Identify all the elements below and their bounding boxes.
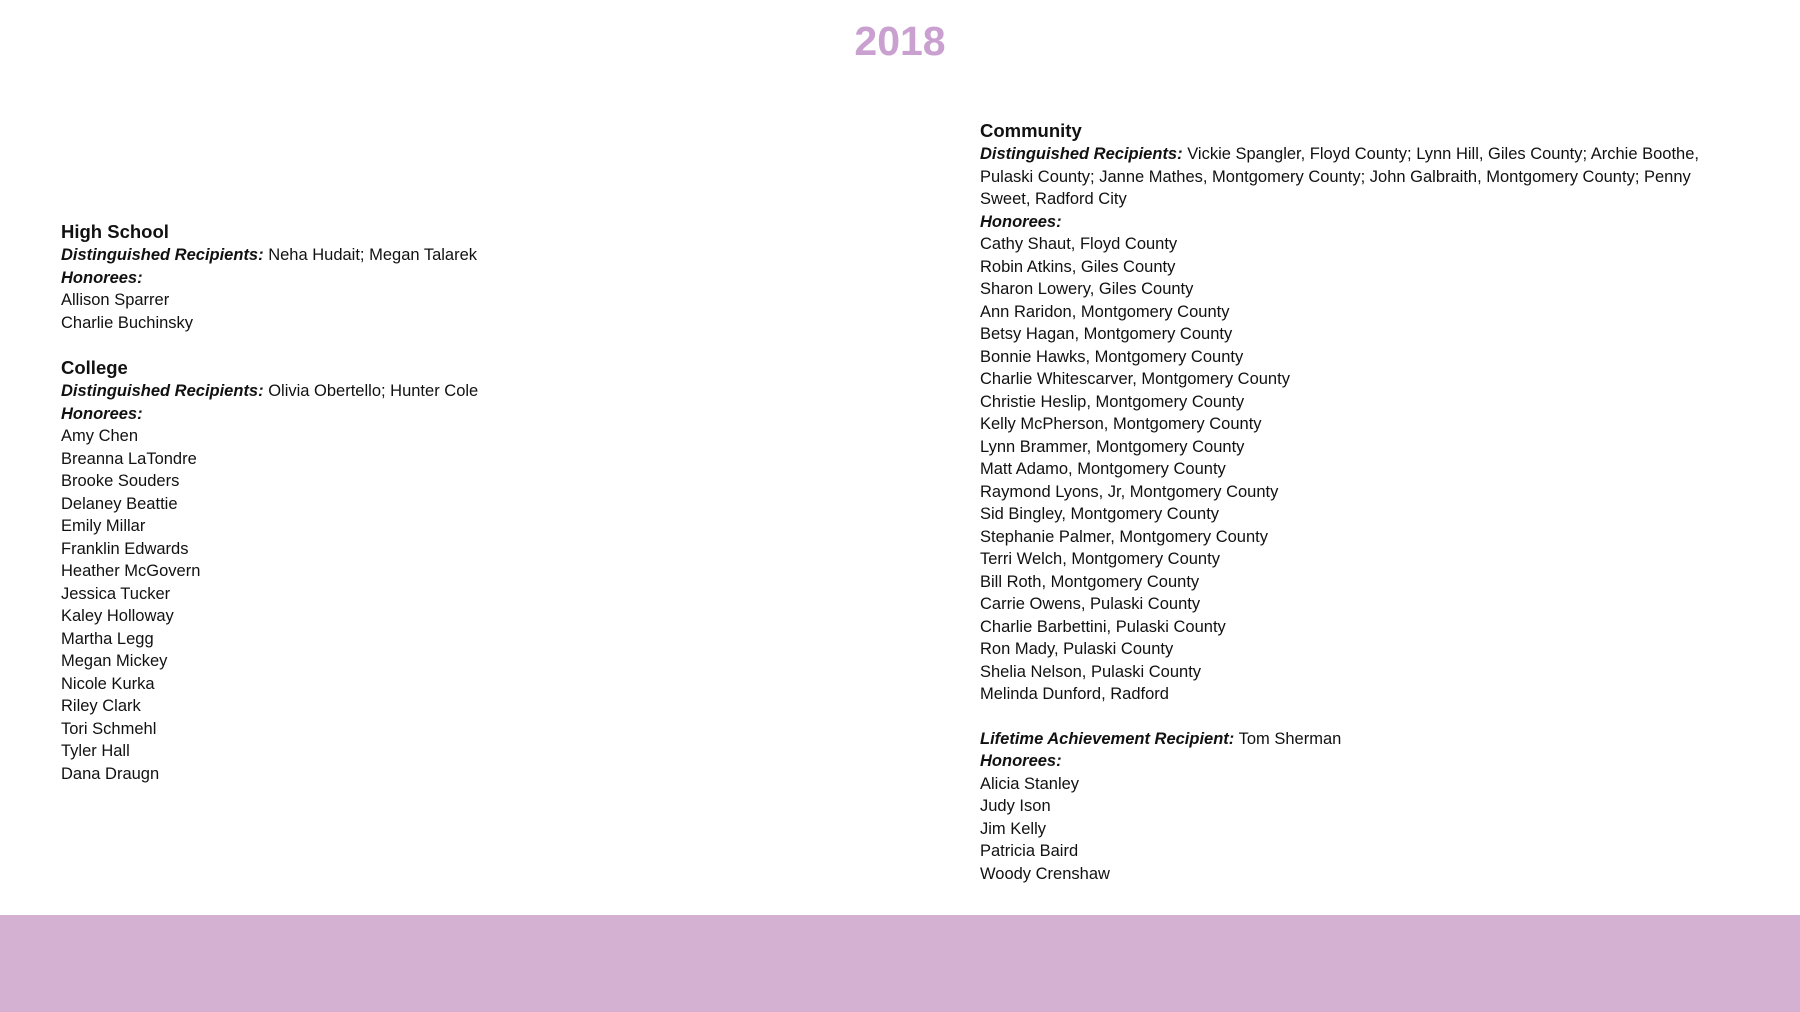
honoree-name: Nicole Kurka bbox=[61, 674, 155, 693]
honoree-name: Cathy Shaut, Floyd County bbox=[980, 235, 1178, 253]
distinguished-names: Vickie Spangler, Floyd County; Lynn Hill, Giles County; Archie Boothe, Pulaski County; Janne Mathes, Montgomery County; John Galbraith, Montgomery County; Penny Sweet, Radford City bbox=[980, 145, 1699, 208]
distinguished-label: Distinguished Recipients: bbox=[980, 145, 1183, 163]
honoree-name: Christie Heslip, Montgomery County bbox=[980, 392, 1245, 411]
honoree-name: Terri Welch, Montgomery County bbox=[980, 550, 1220, 568]
honoree-name: Kaley Holloway bbox=[61, 607, 174, 625]
right-column bbox=[980, 119, 1740, 907]
distinguished-label: Distinguished Recipients: bbox=[61, 382, 264, 400]
honoree-name: Sharon Lowery, Giles County bbox=[980, 280, 1194, 298]
left-column bbox=[61, 220, 861, 807]
honoree-name: Charlie Barbettini, Pulaski County bbox=[980, 617, 1226, 636]
honorees-label: Honorees: bbox=[61, 404, 143, 423]
honoree-name: Bill Roth, Montgomery County bbox=[980, 572, 1200, 591]
honoree-name: Dana Draugn bbox=[61, 764, 160, 783]
community-distinguished bbox=[980, 143, 1740, 211]
honoree-name: Franklin Edwards bbox=[61, 539, 189, 558]
honoree-name: Martha Legg bbox=[61, 629, 154, 648]
honoree-name: Carrie Owens, Pulaski County bbox=[980, 595, 1201, 613]
honoree-name: Judy Ison bbox=[980, 797, 1051, 815]
honoree-name: Jim Kelly bbox=[980, 819, 1047, 838]
honoree-name: Patricia Baird bbox=[980, 842, 1079, 860]
page-title: 2018 bbox=[854, 18, 946, 64]
honoree-name: Jessica Tucker bbox=[61, 584, 171, 603]
honoree-name: Emily Millar bbox=[61, 517, 146, 535]
distinguished-names: Neha Hudait; Megan Talarek bbox=[268, 246, 478, 264]
honoree-name: Melinda Dunford, Radford bbox=[980, 685, 1169, 703]
honoree-name: Breanna LaTondre bbox=[61, 449, 197, 468]
honoree-name: Raymond Lyons, Jr, Montgomery County bbox=[980, 482, 1279, 501]
honoree-name: Amy Chen bbox=[61, 427, 139, 445]
honoree-name: Alicia Stanley bbox=[980, 774, 1080, 793]
lifetime-achievement-section bbox=[980, 728, 1740, 886]
honorees-label: Honorees: bbox=[980, 752, 1062, 770]
honoree-name: Tori Schmehl bbox=[61, 719, 157, 738]
honoree-name: Woody Crenshaw bbox=[980, 864, 1110, 883]
community-heading: Community bbox=[980, 120, 1082, 141]
honoree-name: Delaney Beattie bbox=[61, 494, 178, 513]
honoree-name: Charlie Buchinsky bbox=[61, 313, 194, 332]
lifetime-recipient-name: Tom Sherman bbox=[1238, 729, 1342, 748]
honoree-name: Charlie Whitescarver, Montgomery County bbox=[980, 370, 1290, 388]
honoree-name: Robin Atkins, Giles County bbox=[980, 257, 1176, 276]
honoree-name: Stephanie Palmer, Montgomery County bbox=[980, 527, 1268, 546]
honoree-name: Ron Mady, Pulaski County bbox=[980, 640, 1174, 658]
honoree-name: Megan Mickey bbox=[61, 652, 168, 670]
high-school-heading: High School bbox=[61, 221, 169, 242]
honoree-name: Brooke Souders bbox=[61, 472, 180, 490]
honoree-name: Heather McGovern bbox=[61, 562, 201, 580]
lifetime-recipient bbox=[980, 728, 1740, 751]
lifetime-recipient-label: Lifetime Achievement Recipient: bbox=[980, 729, 1235, 748]
distinguished-label: Distinguished Recipients: bbox=[61, 246, 264, 264]
honoree-name: Allison Sparrer bbox=[61, 291, 170, 309]
honoree-name: Sid Bingley, Montgomery County bbox=[980, 505, 1220, 523]
honoree-name: Betsy Hagan, Montgomery County bbox=[980, 325, 1233, 343]
honoree-name: Bonnie Hawks, Montgomery County bbox=[980, 347, 1244, 366]
honoree-name: Kelly McPherson, Montgomery County bbox=[980, 415, 1262, 433]
honorees-label: Honorees: bbox=[980, 212, 1062, 231]
high-school-section bbox=[61, 220, 861, 334]
college-section bbox=[61, 356, 861, 785]
honoree-name: Tyler Hall bbox=[61, 742, 130, 760]
honoree-name: Matt Adamo, Montgomery County bbox=[980, 460, 1226, 478]
footer-band bbox=[0, 915, 1800, 1012]
honoree-name: Shelia Nelson, Pulaski County bbox=[980, 662, 1202, 681]
honoree-name: Lynn Brammer, Montgomery County bbox=[980, 437, 1245, 456]
high-school-distinguished bbox=[61, 244, 861, 267]
distinguished-names: Olivia Obertello; Hunter Cole bbox=[268, 382, 479, 400]
community-section bbox=[980, 119, 1740, 706]
honoree-name: Riley Clark bbox=[61, 697, 141, 715]
honorees-label: Honorees: bbox=[61, 268, 143, 287]
college-distinguished bbox=[61, 380, 861, 403]
college-heading: College bbox=[61, 357, 128, 378]
honoree-name: Ann Raridon, Montgomery County bbox=[980, 302, 1230, 321]
